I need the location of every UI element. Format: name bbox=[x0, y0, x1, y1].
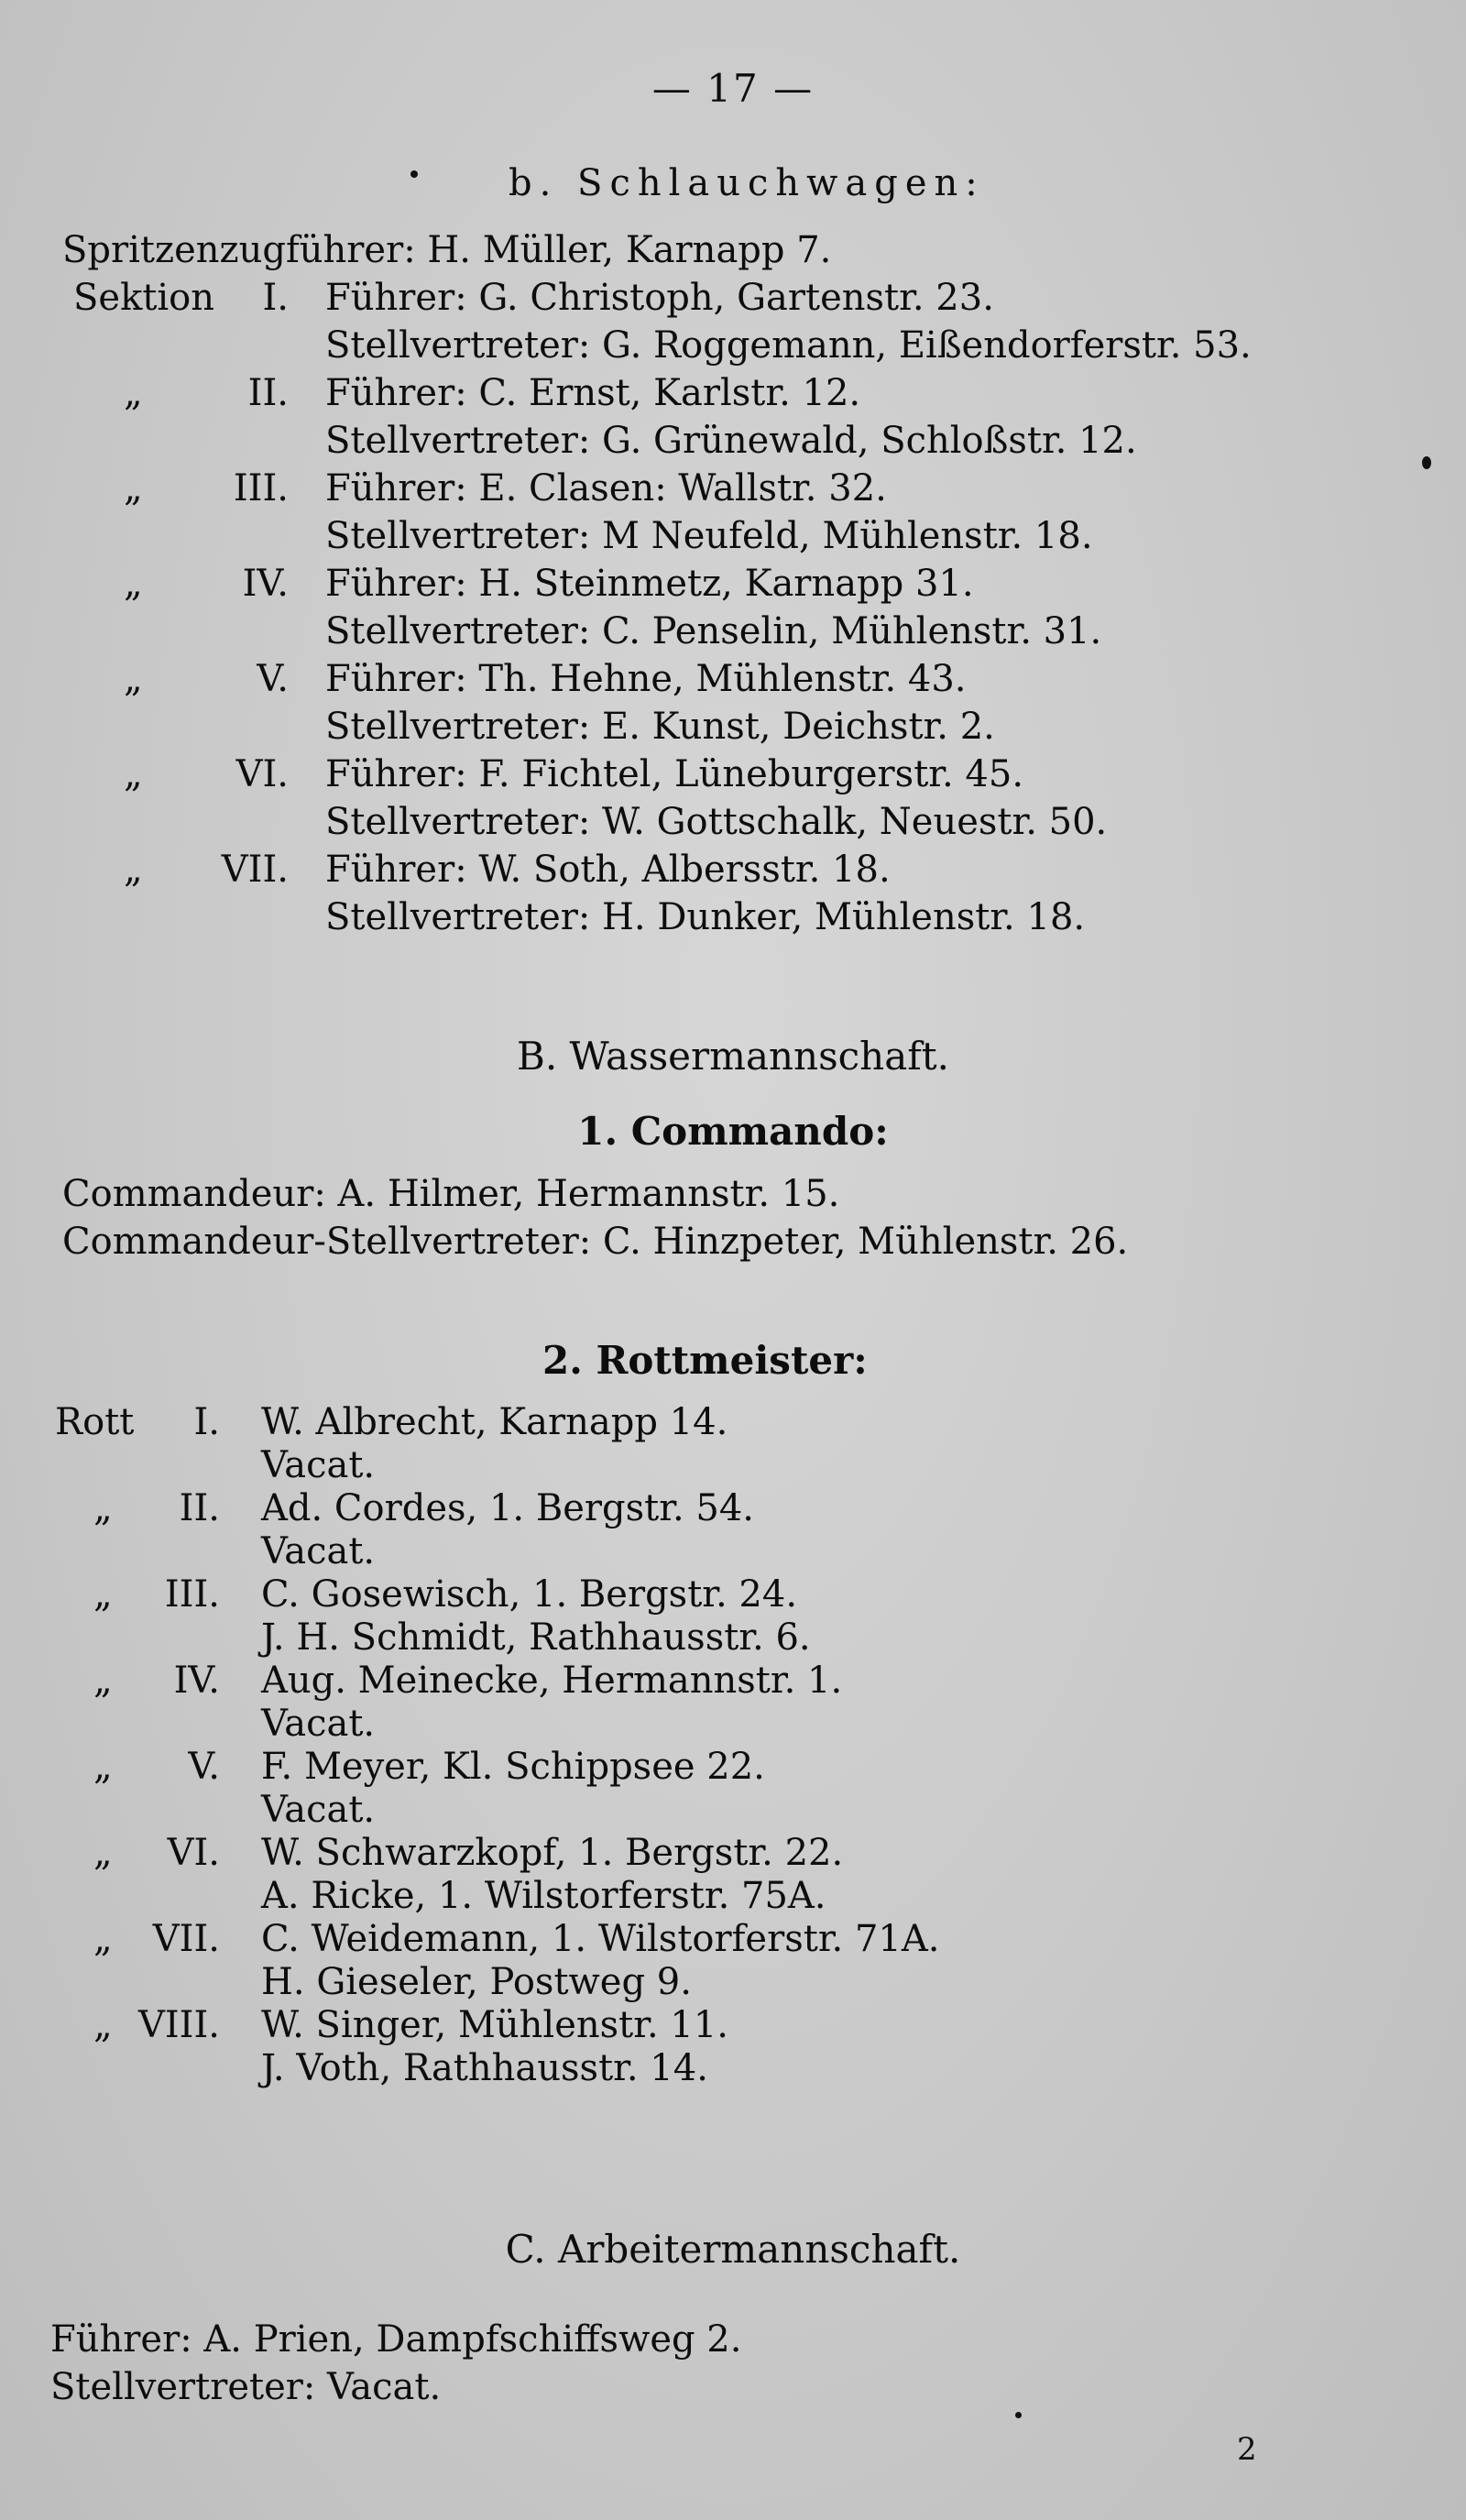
rottmeister-second-entry: Vacat. bbox=[261, 1703, 376, 1745]
ditto-mark: „ bbox=[93, 1918, 113, 1960]
rottmeister-second-entry: J. H. Schmidt, Rathhausstr. 6. bbox=[261, 1616, 811, 1659]
sektion-stellvertreter: Stellvertreter: M Neufeld, Mühlenstr. 18. bbox=[325, 515, 1093, 557]
rottmeister-second-entry: H. Gieseler, Postweg 9. bbox=[261, 1961, 692, 2003]
rottmeister-second-entry: Vacat. bbox=[261, 1444, 376, 1486]
rott-number: VII. bbox=[152, 1918, 220, 1960]
sektion-number: IV. bbox=[242, 563, 289, 605]
rottmeister-entry: F. Meyer, Kl. Schippsee 22. bbox=[261, 1746, 765, 1788]
sektion-stellvertreter: Stellvertreter: W. Gottschalk, Neuestr. 50. bbox=[325, 801, 1108, 843]
sektion-stellvertreter: Stellvertreter: G. Roggemann, Eißendorferstr. 53. bbox=[325, 324, 1252, 367]
sektion-fuehrer: Führer: F. Fichtel, Lüneburgerstr. 45. bbox=[325, 753, 1024, 795]
rott-number: VIII. bbox=[137, 2004, 220, 2046]
ditto-mark: „ bbox=[93, 1573, 113, 1616]
ditto-mark: „ bbox=[124, 372, 143, 414]
sektion-number: II. bbox=[247, 372, 289, 414]
arbeiter-fuehrer-line: Führer: A. Prien, Dampfschiffsweg 2. bbox=[50, 2318, 742, 2361]
sektion-fuehrer: Führer: W. Soth, Albersstr. 18. bbox=[325, 849, 891, 891]
sektion-stellvertreter: Stellvertreter: G. Grünewald, Schloßstr. 12. bbox=[325, 420, 1137, 462]
rott-number: V. bbox=[188, 1746, 220, 1788]
sektion-fuehrer: Führer: E. Clasen: Wallstr. 32. bbox=[325, 467, 887, 509]
ditto-mark: „ bbox=[124, 563, 143, 605]
ditto-mark: „ bbox=[124, 658, 143, 700]
ditto-mark: „ bbox=[124, 753, 143, 795]
wassermannschaft-heading: B. Wassermannschaft. bbox=[516, 1034, 950, 1079]
ditto-mark: „ bbox=[124, 467, 143, 509]
rottmeister-entry: W. Albrecht, Karnapp 14. bbox=[261, 1401, 728, 1443]
rottmeister-entry: W. Singer, Mühlenstr. 11. bbox=[261, 2004, 729, 2046]
ditto-mark: „ bbox=[93, 1487, 113, 1529]
sektion-fuehrer: Führer: C. Ernst, Karlstr. 12. bbox=[325, 372, 861, 414]
sektion-fuehrer: Führer: H. Steinmetz, Karnapp 31. bbox=[325, 563, 974, 605]
spritzenzugfuehrer-line: Spritzenzugführer: H. Müller, Karnapp 7. bbox=[62, 229, 832, 271]
rottmeister-entry: W. Schwarzkopf, 1. Bergstr. 22. bbox=[261, 1832, 844, 1874]
ditto-mark: „ bbox=[93, 1746, 113, 1788]
ink-speck bbox=[410, 170, 418, 178]
rottmeister-entry: C. Gosewisch, 1. Bergstr. 24. bbox=[261, 1573, 798, 1616]
ink-speck bbox=[1422, 456, 1431, 469]
sektion-number: V. bbox=[257, 658, 289, 700]
schlauchwagen-heading: b. Schlauchwagen: bbox=[509, 162, 985, 204]
rottmeister-heading: 2. Rottmeister: bbox=[542, 1338, 868, 1383]
sektion-number: VI. bbox=[235, 753, 289, 795]
sektion-number: III. bbox=[233, 467, 289, 509]
rottmeister-entry: C. Weidemann, 1. Wilstorferstr. 71A. bbox=[261, 1918, 940, 1960]
rott-number: VI. bbox=[167, 1832, 220, 1874]
arbeitermannschaft-heading: C. Arbeitermannschaft. bbox=[505, 2227, 961, 2272]
rott-number: IV. bbox=[173, 1660, 220, 1702]
sektion-label: Sektion bbox=[73, 277, 215, 319]
rottmeister-second-entry: A. Ricke, 1. Wilstorferstr. 75A. bbox=[261, 1875, 826, 1917]
ditto-mark: „ bbox=[93, 2004, 113, 2046]
ditto-mark: „ bbox=[93, 1832, 113, 1874]
sektion-stellvertreter: Stellvertreter: E. Kunst, Deichstr. 2. bbox=[325, 706, 995, 748]
commando-heading: 1. Commando: bbox=[577, 1109, 889, 1154]
rott-number: II. bbox=[179, 1487, 220, 1529]
rottmeister-entry: Ad. Cordes, 1. Bergstr. 54. bbox=[261, 1487, 755, 1529]
signature-mark: 2 bbox=[1237, 2431, 1257, 2468]
ditto-mark: „ bbox=[124, 849, 143, 891]
rott-number: III. bbox=[164, 1573, 220, 1616]
ditto-mark: „ bbox=[93, 1660, 113, 1702]
page-number: — 17 — bbox=[651, 66, 815, 111]
rottmeister-second-entry: Vacat. bbox=[261, 1530, 376, 1572]
sektion-fuehrer: Führer: G. Christoph, Gartenstr. 23. bbox=[325, 277, 994, 319]
commandeur-line: Commandeur: A. Hilmer, Hermannstr. 15. bbox=[62, 1173, 840, 1215]
arbeiter-stellvertreter-line: Stellvertreter: Vacat. bbox=[50, 2366, 442, 2408]
commandeur-stellvertreter-line: Commandeur-Stellvertreter: C. Hinzpeter, Mühlenstr. 26. bbox=[62, 1221, 1129, 1263]
rottmeister-second-entry: J. Voth, Rathhausstr. 14. bbox=[261, 2047, 708, 2089]
rott-number: I. bbox=[193, 1401, 220, 1443]
rottmeister-entry: Aug. Meinecke, Hermannstr. 1. bbox=[261, 1660, 843, 1702]
sektion-stellvertreter: Stellvertreter: C. Penselin, Mühlenstr. 31. bbox=[325, 610, 1102, 652]
ink-speck bbox=[1015, 2412, 1022, 2418]
sektion-number: VII. bbox=[221, 849, 289, 891]
sektion-number: I. bbox=[262, 277, 289, 319]
sektion-stellvertreter: Stellvertreter: H. Dunker, Mühlenstr. 18. bbox=[325, 896, 1086, 938]
rottmeister-second-entry: Vacat. bbox=[261, 1789, 376, 1831]
sektion-fuehrer: Führer: Th. Hehne, Mühlenstr. 43. bbox=[325, 658, 967, 700]
rott-label: Rott bbox=[55, 1401, 135, 1443]
